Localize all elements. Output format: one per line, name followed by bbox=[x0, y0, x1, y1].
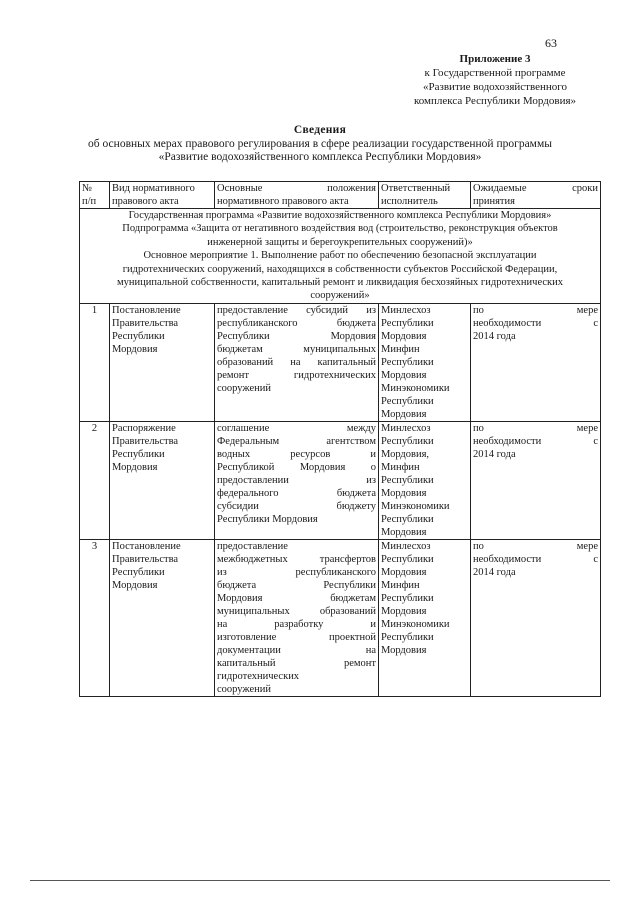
cell-line: предоставление bbox=[217, 540, 288, 552]
deadline-cell bbox=[471, 539, 601, 696]
cell-line: необходимости с bbox=[473, 435, 598, 447]
cell-line: 2014 года bbox=[473, 448, 516, 460]
cell-line: Республики bbox=[381, 395, 434, 407]
cell-line: Мордовия bbox=[112, 461, 158, 473]
cell-line: Минлесхоз bbox=[381, 422, 431, 434]
cell-line: федерального бюджета bbox=[217, 487, 376, 499]
cell-line: по мере bbox=[473, 422, 598, 434]
cell-line: Мордовия, bbox=[381, 448, 430, 460]
measures-table bbox=[79, 181, 601, 697]
cell-line: Республики bbox=[381, 631, 434, 643]
cell-line: бюджета Республики bbox=[217, 579, 376, 591]
cell-line: Республики bbox=[381, 356, 434, 368]
cell-line: Распоряжение bbox=[112, 422, 176, 434]
header-line: Ответственный bbox=[381, 183, 451, 194]
document-title: Сведения bbox=[293, 124, 347, 136]
header-line: Основные положения bbox=[217, 183, 376, 194]
bottom-rule bbox=[30, 880, 610, 881]
row-number: 3 bbox=[80, 539, 110, 696]
header-line: п/п bbox=[82, 196, 97, 207]
cell-line: Республики Мордовия bbox=[217, 513, 318, 525]
header-line: Ожидаемые сроки bbox=[473, 183, 598, 194]
appendix-line: к Государственной программе bbox=[424, 67, 566, 79]
cell-line: Мордовия bbox=[381, 644, 427, 656]
appendix-line: комплекса Республики Мордовия» bbox=[413, 95, 577, 107]
header-line: Вид нормативного bbox=[112, 183, 195, 194]
cell-line: Мордовия bbox=[381, 408, 427, 420]
section-line: инженерной защиты и берегоукрепительных сооружений)» bbox=[207, 236, 473, 248]
header-provisions bbox=[215, 182, 379, 209]
cell-line: Постановление bbox=[112, 540, 181, 552]
cell-line: Минэкономики bbox=[381, 500, 450, 512]
executor-cell bbox=[379, 421, 471, 539]
section-text bbox=[80, 209, 601, 304]
heading-line: «Развитие водохозяйственного комплекса Республики Мордовия» bbox=[158, 151, 482, 163]
section-line: гидротехнических сооружений, находящихся в собственности субъектов Российской Федерации, bbox=[122, 263, 558, 275]
cell-line: из республиканского bbox=[217, 566, 376, 578]
cell-line: необходимости с bbox=[473, 553, 598, 565]
cell-line: Мордовия bbox=[381, 605, 427, 617]
cell-line: Республики Мордовия bbox=[217, 330, 376, 342]
cell-line: Минфин bbox=[381, 579, 420, 591]
section-line: Основное мероприятие 1. Выполнение работ по обеспечению безопасной эксплуатации bbox=[143, 250, 537, 262]
table-header-row bbox=[80, 182, 601, 209]
cell-line: муниципальных образований bbox=[217, 605, 376, 617]
provisions-cell bbox=[215, 539, 379, 696]
cell-line: Минлесхоз bbox=[381, 304, 431, 316]
header-num bbox=[80, 182, 110, 209]
cell-line: Мордовия bbox=[381, 330, 427, 342]
cell-line: Республики bbox=[112, 566, 165, 578]
cell-line: предоставлении из bbox=[217, 474, 376, 486]
header-line: нормативного правового акта bbox=[217, 196, 349, 207]
cell-line: Правительства bbox=[112, 553, 179, 565]
cell-line: Минфин bbox=[381, 343, 420, 355]
cell-line: Республики bbox=[381, 474, 434, 486]
cell-line: Республики bbox=[381, 592, 434, 604]
cell-line: республиканского бюджета bbox=[217, 317, 376, 329]
cell-line: межбюджетных трансфертов bbox=[217, 553, 376, 565]
header-line: правового акта bbox=[112, 196, 179, 207]
table-body bbox=[80, 303, 601, 696]
appendix-title: Приложение 3 bbox=[459, 53, 531, 65]
cell-line: Правительства bbox=[112, 435, 179, 447]
cell-line: Минлесхоз bbox=[381, 540, 431, 552]
cell-line: Мордовия bbox=[381, 487, 427, 499]
cell-line: документации на bbox=[217, 644, 376, 656]
cell-line: Республики bbox=[381, 553, 434, 565]
cell-line: по мере bbox=[473, 540, 598, 552]
cell-line: сооружений bbox=[217, 382, 272, 394]
header-line: № bbox=[82, 183, 93, 194]
cell-line: капитальный ремонт bbox=[217, 657, 376, 669]
cell-line: бюджетам муниципальных bbox=[217, 343, 376, 355]
cell-line: изготовление проектной bbox=[217, 631, 376, 643]
cell-line: предоставление субсидий из bbox=[217, 304, 376, 316]
cell-line: Мордовия bbox=[381, 526, 427, 538]
cell-line: ремонт гидротехнических bbox=[217, 369, 376, 381]
section-line: Государственная программа «Развитие водохозяйственного комплекса Республики Мордовия» bbox=[128, 210, 552, 221]
section-line: Подпрограмма «Защита от негативного воздействия вод (строительство, реконструкция объектов bbox=[122, 223, 558, 235]
row-number: 2 bbox=[80, 421, 110, 539]
cell-line: Постановление bbox=[112, 304, 181, 316]
cell-line: Республики bbox=[381, 317, 434, 329]
cell-line: Мордовия бюджетам bbox=[217, 592, 376, 604]
cell-line: по мере bbox=[473, 304, 598, 316]
header-line: исполнитель bbox=[381, 196, 438, 207]
cell-line: Республикой Мордовия о bbox=[217, 461, 376, 473]
cell-line: 2014 года bbox=[473, 330, 516, 342]
cell-line: Мордовия bbox=[381, 566, 427, 578]
cell-line: гидротехнических bbox=[217, 670, 300, 682]
table-row bbox=[80, 539, 601, 696]
provisions-cell bbox=[215, 421, 379, 539]
table-row bbox=[80, 421, 601, 539]
cell-line: 2014 года bbox=[473, 566, 516, 578]
provisions-cell bbox=[215, 303, 379, 421]
section-line: муниципальной собственности, капитальный ремонт и ликвидация бесхозяйных гидротехнических bbox=[117, 277, 563, 289]
act-type-cell bbox=[110, 421, 215, 539]
cell-line: Республики bbox=[381, 435, 434, 447]
cell-line: Минэкономики bbox=[381, 618, 450, 630]
cell-line: Мордовия bbox=[381, 369, 427, 381]
header-act-type bbox=[110, 182, 215, 209]
cell-line: Федеральным агентством bbox=[217, 435, 376, 447]
header-executor bbox=[379, 182, 471, 209]
cell-line: Республики bbox=[112, 448, 165, 460]
cell-line: соглашение между bbox=[217, 422, 376, 434]
heading-line: об основных мерах правового регулирования в сфере реализации государственной программы bbox=[88, 137, 552, 150]
row-number: 1 bbox=[80, 303, 110, 421]
executor-cell bbox=[379, 303, 471, 421]
deadline-cell bbox=[471, 303, 601, 421]
cell-line: Республики bbox=[381, 513, 434, 525]
cell-line: образований на капитальный bbox=[217, 356, 376, 368]
appendix-caption bbox=[390, 52, 600, 108]
executor-cell bbox=[379, 539, 471, 696]
act-type-cell bbox=[110, 303, 215, 421]
table-row bbox=[80, 303, 601, 421]
section-row bbox=[80, 209, 601, 304]
cell-line: Минэкономики bbox=[381, 382, 450, 394]
cell-line: Мордовия bbox=[112, 343, 158, 355]
cell-line: необходимости с bbox=[473, 317, 598, 329]
cell-line: субсидии бюджету bbox=[217, 500, 376, 512]
cell-line: на разработку и bbox=[217, 618, 376, 630]
page-number: 63 bbox=[545, 36, 557, 50]
document-heading bbox=[40, 124, 600, 165]
header-line: принятия bbox=[473, 196, 515, 207]
cell-line: сооружений bbox=[217, 683, 272, 695]
appendix-line: «Развитие водохозяйственного bbox=[423, 81, 567, 93]
cell-line: Мордовия bbox=[112, 579, 158, 591]
act-type-cell bbox=[110, 539, 215, 696]
cell-line: Правительства bbox=[112, 317, 179, 329]
cell-line: водных ресурсов и bbox=[217, 448, 376, 460]
header-deadline bbox=[471, 182, 601, 209]
section-line: сооружений» bbox=[310, 290, 370, 302]
deadline-cell bbox=[471, 421, 601, 539]
cell-line: Республики bbox=[112, 330, 165, 342]
cell-line: Минфин bbox=[381, 461, 420, 473]
